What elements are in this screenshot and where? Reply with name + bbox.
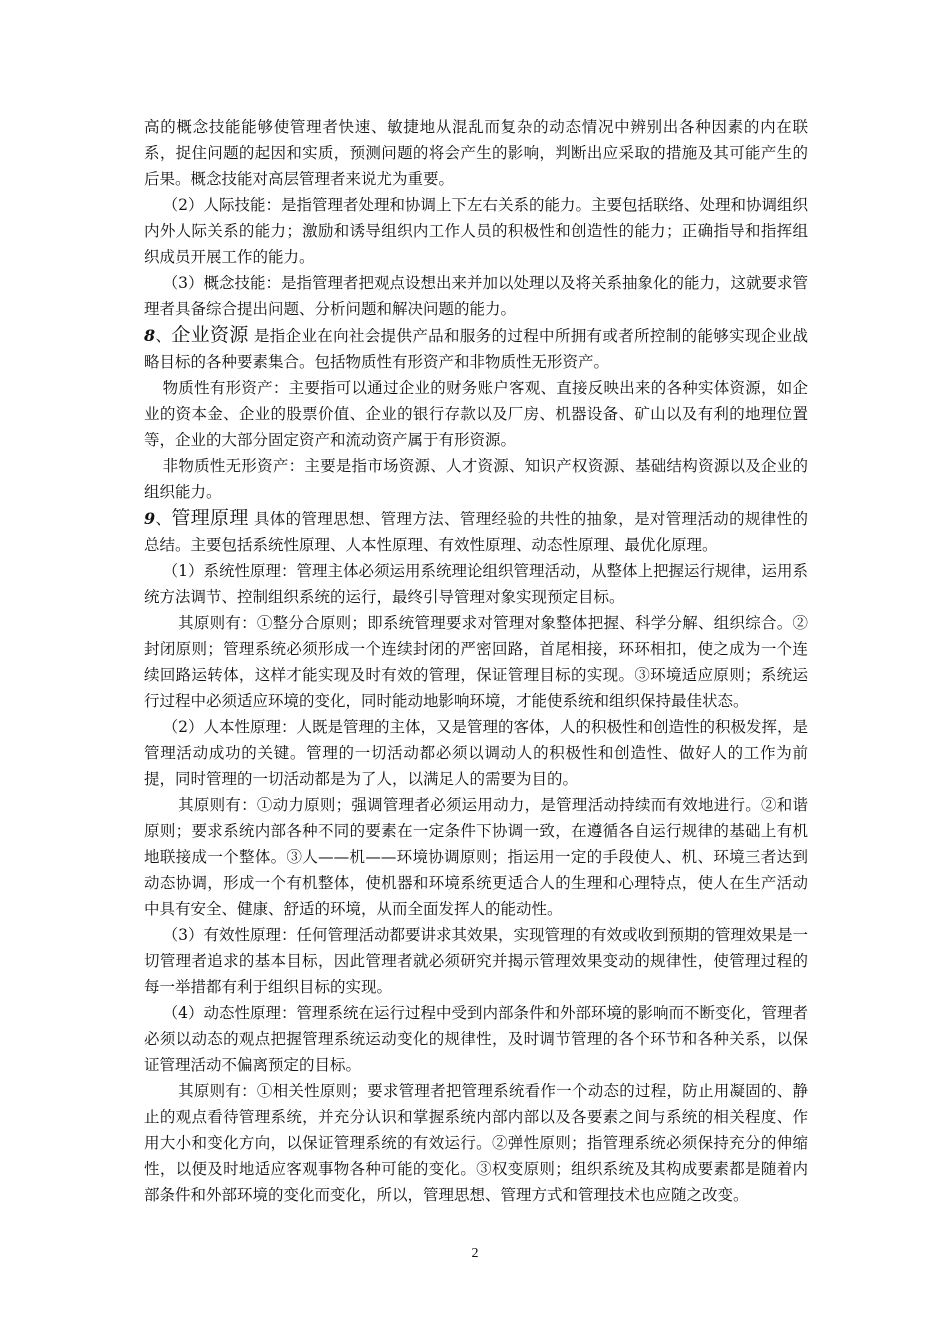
section-9-number: 9 (144, 509, 156, 528)
section-8-term: 企业资源 (171, 324, 249, 346)
paragraph-conceptual-skill: （3）概念技能：是指管理者把观点设想出来并加以处理以及将关系抽象化的能力，这就要求管理者具备综合提出问题、分析问题和解决问题的能力。 (144, 274, 808, 318)
paragraph-dynamic-principle: （4）动态性原理：管理系统在运行过程中受到内部条件和外部环境的影响而不断变化，管理者必须以动态的观点把握管理系统运动变化的规律性，及时调节管理的各个环节和各种关系，以保证管理活动不偏离预定的目标。 (144, 1004, 808, 1074)
paragraph-system-principle-rules: 其原则有：①整分合原则；即系统管理要求对管理对象整体把握、科学分解、组织综合。②封闭原则；管理系统必须形成一个连续封闭的严密回路，首尾相接，环环相扣，使之成为一个连续回路运转体，这样才能实现及时有效的管理，保证管理目标的实现。③环境适应原则；系统运行过程中必须适应环境的变化，同时能动地影响环境，才能使系统和组织保持最佳状态。 (144, 614, 808, 710)
section-management-principles (144, 505, 808, 558)
page-number: 2 (471, 1246, 479, 1261)
paragraph-intangible-assets: 非物质性无形资产：主要是指市场资源、人才资源、知识产权资源、基础结构资源以及企业的组织能力。 (144, 457, 808, 501)
section-8-separator: 、 (155, 327, 172, 345)
paragraph-human-principle: （2）人本性原理：人既是管理的主体，又是管理的客体，人的积极性和创造性的积极发挥，是管理活动成功的关键。管理的一切活动都必须以调动人的积极性和创造性、做好人的工作为前提，同时管理的一切活动都是为了人，以满足人的需要为目的。 (144, 718, 808, 788)
paragraph-tangible-assets: 物质性有形资产：主要指可以通过企业的财务账户客观、直接反映出来的各种实体资源，如企业的资本金、企业的股票价值、企业的银行存款以及厂房、机器设备、矿山以及有利的地理位置等，企业的大部分固定资产和流动资产属于有形资源。 (144, 379, 808, 449)
paragraph-dynamic-principle-rules: 其原则有：①相关性原则；要求管理者把管理系统看作一个动态的过程，防止用凝固的、静止的观点看待管理系统，并充分认识和掌握系统内部内部以及各要素之间与系统的相关程度、作用大小和变化方向，以保证管理系统的有效运行。②弹性原则；指管理系统必须保持充分的伸缩性，以便及时地适应客观事物各种可能的变化。③权变原则；组织系统及其构成要素都是随着内部条件和外部环境的变化而变化，所以，管理思想、管理方式和管理技术也应随之改变。 (144, 1082, 808, 1204)
section-enterprise-resources (144, 322, 808, 375)
section-8-number: 8 (144, 326, 156, 345)
paragraph-system-principle: （1）系统性原理：管理主体必须运用系统理论组织管理活动，从整体上把握运行规律，运用系统方法调节、控制组织系统的运行，最终引导管理对象实现预定目标。 (144, 562, 808, 606)
paragraph-interpersonal-skill: （2）人际技能：是指管理者处理和协调上下左右关系的能力。主要包括联络、处理和协调组织内外人际关系的能力；激励和诱导组织内工作人员的积极性和创造性的能力；正确指导和指挥组织成员开展工作的能力。 (144, 196, 808, 266)
section-8-definition: 是指企业在向社会提供产品和服务的过程中所拥有或者所控制的能够实现企业战略目标的各种要素集合。包括物质性有形资产和非物质性无形资产。 (144, 327, 808, 371)
section-9-separator: 、 (155, 510, 172, 528)
paragraph-conceptual-skill-cont: 高的概念技能能够使管理者快速、敏捷地从混乱而复杂的动态情况中辨别出各种因素的内在联系，捉住问题的起因和实质，预测问题的将会产生的影响，判断出应采取的措施及其可能产生的后果。概念技能对高层管理者来说尤为重要。 (144, 118, 808, 188)
paragraph-human-principle-rules: 其原则有：①动力原则；强调管理者必须运用动力，是管理活动持续而有效地进行。②和谐原则；要求系统内部各种不同的要素在一定条件下协调一致，在遵循各自运行规律的基础上有机地联接成一个整体。③人——机——环境协调原则；指运用一定的手段使人、机、环境三者达到动态协调，形成一个有机整体，使机器和环境系统更适合人的生理和心理特点，使人在生产活动中具有安全、健康、舒适的环境，从而全面发挥人的能动性。 (144, 796, 808, 918)
section-9-term: 管理原理 (171, 507, 249, 529)
section-9-definition: 具体的管理思想、管理方法、管理经验的共性的抽象，是对管理活动的规律性的总结。主要包括系统性原理、人本性原理、有效性原理、动态性原理、最优化原理。 (144, 510, 808, 554)
document-body (144, 114, 808, 1208)
paragraph-effectiveness-principle: （3）有效性原理：任何管理活动都要讲求其效果，实现管理的有效或收到预期的管理效果是一切管理者追求的基本目标，因此管理者就必须研究并揭示管理效果变动的规律性，使管理过程的每一举措都有利于组织目标的实现。 (144, 926, 808, 996)
